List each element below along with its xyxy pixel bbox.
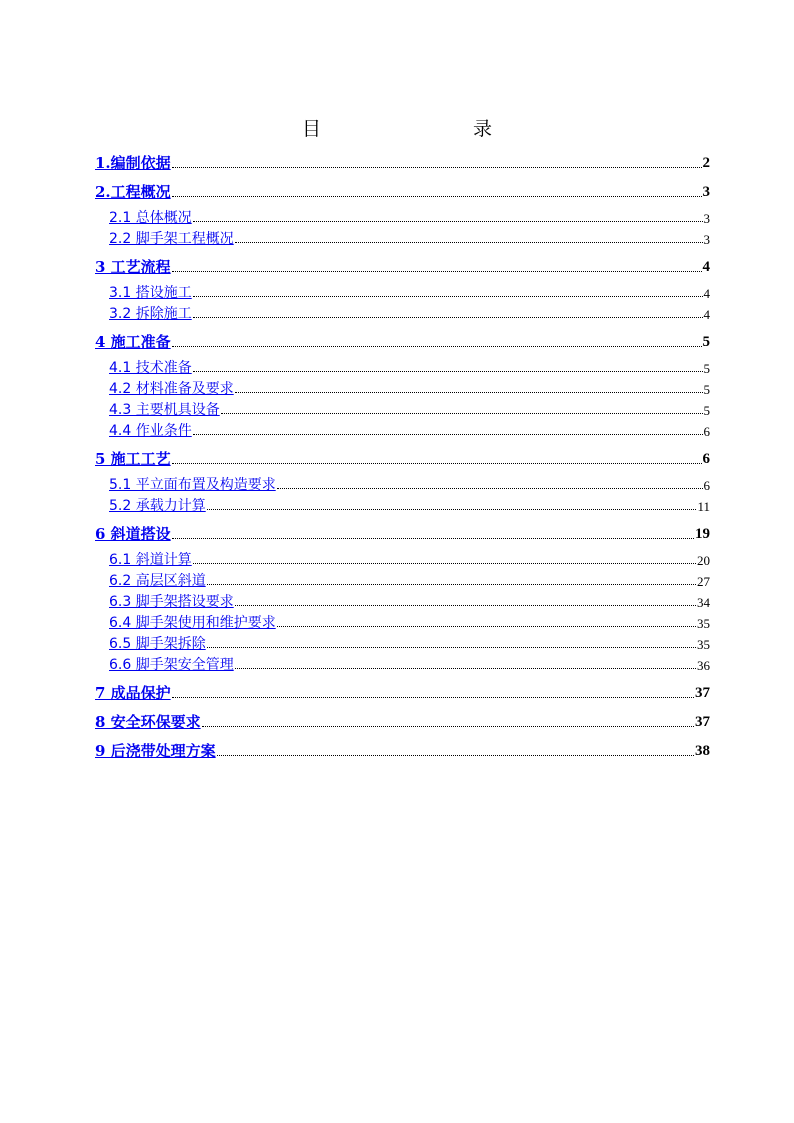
toc-entry-page-number: 6 — [703, 424, 710, 439]
toc-entry — [95, 448, 710, 467]
toc-entry-page-number: 6 — [703, 478, 710, 493]
toc-entry-page-number: 3 — [703, 211, 710, 226]
toc-entry — [95, 474, 710, 492]
toc-entry-page-number: 6 — [702, 451, 710, 467]
toc-entry-link[interactable]: 3 工艺流程 — [95, 258, 171, 276]
toc-entry-page-number: 2 — [702, 155, 710, 171]
toc-entry-page-number: 19 — [695, 526, 710, 542]
toc-entry-link[interactable]: 6 斜道搭设 — [95, 525, 171, 543]
toc-entry-page-number: 5 — [703, 403, 710, 418]
toc-entry — [95, 378, 710, 396]
dot-leader — [221, 412, 703, 414]
toc-entry — [95, 420, 710, 438]
toc-entry — [95, 612, 710, 630]
toc-entry-page-number: 37 — [695, 685, 710, 701]
dot-leader — [193, 562, 696, 564]
toc-entry-link[interactable]: 6.1 斜道计算 — [109, 552, 192, 568]
toc-entry — [95, 495, 710, 513]
dot-leader — [193, 370, 703, 372]
toc-entry-page-number: 5 — [702, 334, 710, 350]
dot-leader — [193, 316, 703, 318]
toc-entry — [95, 303, 710, 321]
toc-entry — [95, 570, 710, 588]
toc-entry-link[interactable]: 6.2 高层区斜道 — [109, 573, 206, 589]
toc-entry-page-number: 35 — [697, 616, 710, 631]
toc-entry-link[interactable]: 2.工程概况 — [95, 183, 171, 201]
dot-leader — [172, 462, 702, 464]
toc-entry-page-number: 4 — [703, 307, 710, 322]
toc-entry — [95, 711, 710, 730]
toc-entry-link[interactable]: 6.6 脚手架安全管理 — [109, 657, 234, 673]
dot-leader — [277, 625, 696, 627]
toc-entry-page-number: 35 — [697, 637, 710, 652]
dot-leader — [277, 487, 703, 489]
dot-leader — [172, 345, 702, 347]
toc-entry — [95, 682, 710, 701]
toc-entry-link[interactable]: 2.1 总体概况 — [109, 210, 192, 226]
toc-entry-link[interactable]: 9 后浇带处理方案 — [95, 742, 216, 760]
dot-leader — [172, 537, 694, 539]
toc-entry-page-number: 3 — [703, 232, 710, 247]
toc-entry-page-number: 4 — [703, 286, 710, 301]
toc-entry-page-number: 37 — [695, 714, 710, 730]
toc-entry-link[interactable]: 4.4 作业条件 — [109, 423, 192, 439]
toc-entry-page-number: 20 — [697, 553, 710, 568]
dot-leader — [235, 391, 703, 393]
toc-entry — [95, 740, 710, 759]
toc-entry-link[interactable]: 5 施工工艺 — [95, 450, 171, 468]
toc-entry — [95, 331, 710, 350]
toc-entry-link[interactable]: 2.2 脚手架工程概况 — [109, 231, 234, 247]
toc-entry — [95, 654, 710, 672]
toc-entry — [95, 357, 710, 375]
toc-entry — [95, 152, 710, 171]
toc-entry — [95, 399, 710, 417]
dot-leader — [235, 667, 696, 669]
toc-entry-page-number: 38 — [695, 743, 710, 759]
toc-entry-page-number: 34 — [697, 595, 710, 610]
dot-leader — [202, 725, 694, 727]
toc-entry-link[interactable]: 4.3 主要机具设备 — [109, 402, 220, 418]
toc-entry — [95, 207, 710, 225]
dot-leader — [193, 295, 703, 297]
dot-leader — [172, 195, 702, 197]
toc-title: 目 录 — [301, 118, 530, 140]
toc-entry-page-number: 5 — [703, 361, 710, 376]
dot-leader — [193, 433, 703, 435]
toc-entry — [95, 282, 710, 300]
dot-leader — [217, 754, 694, 756]
toc-entry — [95, 633, 710, 651]
toc-entry-page-number: 36 — [697, 658, 710, 673]
dot-leader — [172, 270, 702, 272]
toc-entry-page-number: 5 — [703, 382, 710, 397]
toc-entry — [95, 591, 710, 609]
toc-entry-page-number: 3 — [702, 184, 710, 200]
dot-leader — [193, 220, 703, 222]
toc-entry — [95, 523, 710, 542]
dot-leader — [207, 646, 696, 648]
toc-entry-link[interactable]: 5.1 平立面布置及构造要求 — [109, 477, 276, 493]
dot-leader — [207, 508, 697, 510]
toc-entry-link[interactable]: 1.编制依据 — [95, 154, 171, 172]
dot-leader — [235, 604, 696, 606]
table-of-contents — [95, 152, 710, 759]
toc-entry-link[interactable]: 3.1 搭设施工 — [109, 285, 192, 301]
toc-entry-link[interactable]: 4.2 材料准备及要求 — [109, 381, 234, 397]
toc-entry-link[interactable]: 4 施工准备 — [95, 333, 171, 351]
toc-entry-link[interactable]: 8 安全环保要求 — [95, 713, 201, 731]
toc-entry-page-number: 27 — [697, 574, 710, 589]
dot-leader — [235, 241, 703, 243]
toc-entry-link[interactable]: 6.4 脚手架使用和维护要求 — [109, 615, 276, 631]
toc-entry-link[interactable]: 3.2 拆除施工 — [109, 306, 192, 322]
toc-entry — [95, 549, 710, 567]
toc-entry-link[interactable]: 6.3 脚手架搭设要求 — [109, 594, 234, 610]
toc-entry-page-number: 11 — [697, 499, 710, 514]
toc-entry — [95, 228, 710, 246]
dot-leader — [207, 583, 696, 585]
toc-entry-link[interactable]: 4.1 技术准备 — [109, 360, 192, 376]
toc-entry-link[interactable]: 7 成品保护 — [95, 684, 171, 702]
dot-leader — [172, 166, 702, 168]
toc-entry — [95, 256, 710, 275]
dot-leader — [172, 696, 694, 698]
toc-entry — [95, 181, 710, 200]
toc-entry-link[interactable]: 6.5 脚手架拆除 — [109, 636, 206, 652]
toc-entry-link[interactable]: 5.2 承载力计算 — [109, 498, 206, 514]
toc-entry-page-number: 4 — [702, 259, 710, 275]
